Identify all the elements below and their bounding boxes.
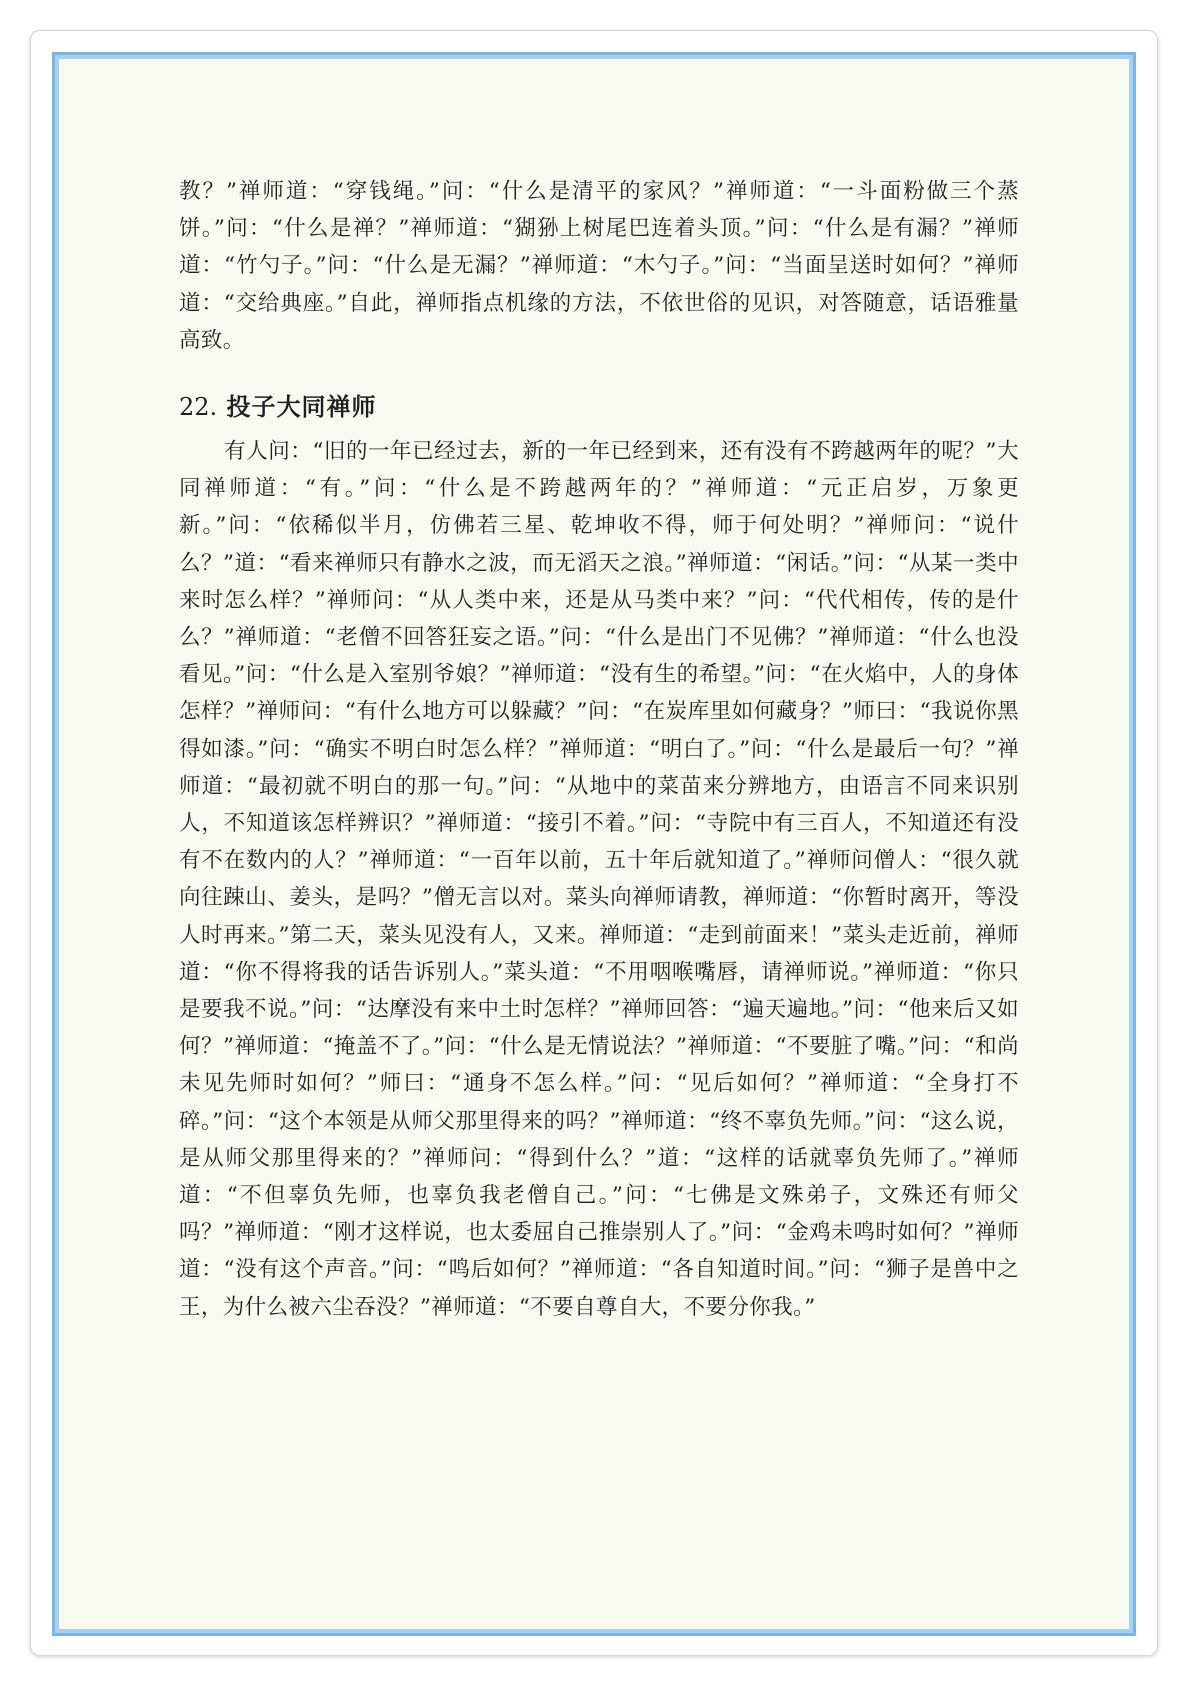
section-body-paragraph: 有人问：“旧的一年已经过去，新的一年已经到来，还有没有不跨越两年的呢？”大同禅师道：“有。”问：“什么是不跨越两年的？”禅师道：“元正启岁，万象更新。”问：“依稀似半月，仿佛若三星、乾坤收不得，师于何处明？”禅师问：“说什么？”道：“看来禅师只有静水之波，而无滔天之浪。”禅师道：“闲话。”问：“从某一类中来时怎么样？”禅师问：“从人类中来，还是从马类中来？”问：“代代相传，传的是什么？”禅师道：“老僧不回答狂妄之语。”问：“什么是出门不见佛？”禅师道：“什么也没看见。”问：“什么是入室别爷娘？”禅师道：“没有生的希望。”问：“在火焰中，人的身体怎样？”禅师问：“有什么地方可以躲藏？”问：“在炭库里如何藏身？”师曰：“我说你黑得如漆。”问：“确实不明白时怎么样？”禅师道：“明白了。”问：“什么是最后一句？”禅师道：“最初就不明白的那一句。”问：“从地中的菜苗来分辨地方，由语言不同来识别人，不知道该怎样辨识？”禅师道：“接引不着。”问：“寺院中有三百人，不知道还有没有不在数内的人？”禅师道：“一百年以前，五十年后就知道了。”禅师问僧人：“很久就向往踈山、姜头，是吗？”僧无言以对。菜头向禅师请教，禅师道：“你暂时离开，等没人时再来。”第二天，菜头见没有人，又来。禅师道：“走到前面来！”菜头走近前，禅师道：“你不得将我的话告诉别人。”菜头道：“不用咽喉嘴唇，请禅师说。”禅师道：“你只是要我不说。”问：“达摩没有来中土时怎样？”禅师回答：“遍天遍地。”问：“他来后又如何？”禅师道：“掩盖不了。”问：“什么是无情说法？”禅师道：“不要脏了嘴。”问：“和尚未见先师时如何？”师曰：“通身不怎么样。”问：“见后如何？”禅师道：“全身打不碎。”问：“这个本领是从师父那里得来的吗？”禅师道：“终不辜负先师。”问：“这么说，是从师父那里得来的？”禅师问：“得到什么？”道：“这样的话就辜负先师了。”禅师道：“不但辜负先师，也辜负我老僧自己。”问：“七佛是文殊弟子，文殊还有师父吗？”禅师道：“刚才这样说，也太委屈自己推崇别人了。”问：“金鸡未鸣时如何？”禅师道：“没有这个声音。”问：“鸣后如何？”禅师道：“各自知道时间。”问：“狮子是兽中之王，为什么被六尘吞没？”禅师道：“不要自尊自大，不要分你我。”	[179, 439, 1019, 1320]
page-frame	[52, 52, 1136, 1636]
section-title: 投子大同禅师	[226, 392, 377, 422]
document-page	[59, 59, 1129, 1629]
opening-paragraph: 教？”禅师道：“穿钱绳。”问：“什么是清平的家风？”禅师道：“一斗面粉做三个蒸饼。”问：“什么是禅？”禅师道：“猢狲上树尾巴连着头顶。”问：“什么是有漏？”禅师道：“竹勺子。”问：“什么是无漏？”禅师道：“木勺子。”问：“当面呈送时如何？”禅师道：“交给典座。”自此，禅师指点机缘的方法，不依世俗的见识，对答随意，话语雅量高致。	[179, 179, 1019, 353]
page-content	[179, 173, 1019, 1326]
section-number: 22.	[179, 393, 218, 422]
section-heading	[179, 389, 1019, 425]
